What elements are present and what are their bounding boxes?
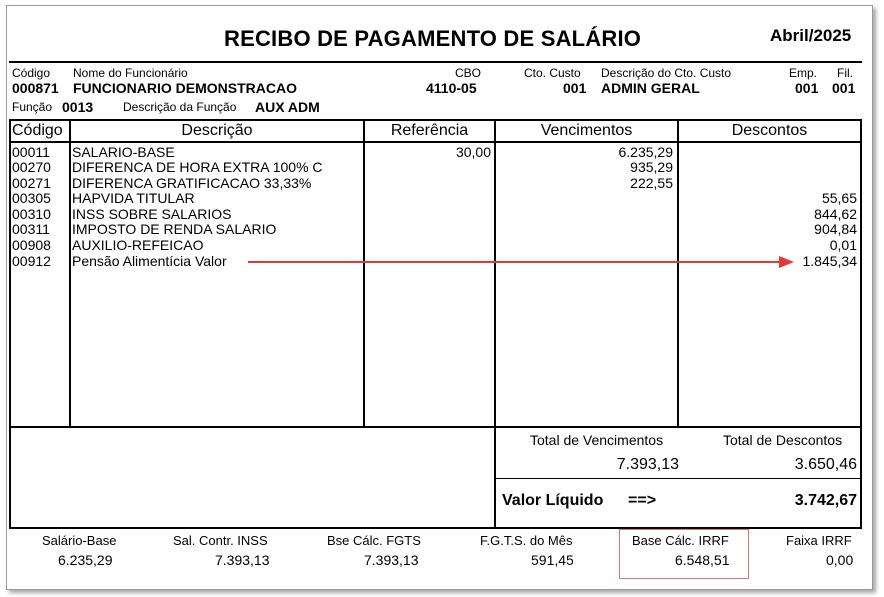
row-deductions: 844,62 — [814, 206, 857, 222]
employee-code: 000871 — [12, 80, 59, 96]
irrf-band-value: 0,00 — [826, 552, 854, 568]
row-earnings: 222,55 — [630, 175, 673, 191]
employee-name: FUNCIONARIO DEMONSTRACAO — [73, 80, 297, 96]
row-deductions: 0,01 — [829, 237, 857, 253]
row-code: 00271 — [12, 175, 51, 191]
base-salary-value: 6.235,29 — [58, 552, 113, 568]
function-code: 0013 — [62, 99, 94, 115]
inss-label: Sal. Contr. INSS — [173, 533, 268, 548]
row-code: 00908 — [12, 237, 51, 253]
fgts-month-value: 591,45 — [531, 552, 574, 568]
net-value-label: Valor Líquido — [502, 492, 604, 509]
col-header-code: Código — [12, 122, 63, 139]
col-header-description: Descrição — [181, 122, 253, 139]
irrf-base-label: Base Cálc. IRRF — [632, 533, 729, 548]
row-reference: 30,00 — [455, 144, 491, 160]
row-description: AUXILIO-REFEICAO — [72, 237, 204, 253]
row-code: 00311 — [12, 221, 50, 237]
total-earnings-value: 7.393,13 — [616, 456, 679, 473]
cbo-value: 4110-05 — [426, 80, 477, 96]
irrf-base-value: 6.548,51 — [675, 552, 730, 568]
base-salary-label: Salário-Base — [42, 533, 117, 548]
row-description: DIFERENCA DE HORA EXTRA 100% C — [72, 159, 323, 175]
cost-center-desc-value: ADMIN GERAL — [601, 80, 700, 96]
branch-value: 001 — [832, 80, 856, 96]
cbo-label: CBO — [455, 66, 482, 80]
col-header-reference: Referência — [390, 122, 469, 139]
row-earnings: 6.235,29 — [618, 144, 673, 160]
emp-label: Emp. — [789, 66, 818, 80]
total-deductions-label: Total de Descontos — [723, 432, 843, 448]
code-label: Código — [12, 66, 51, 80]
fgts-base-value: 7.393,13 — [364, 552, 419, 568]
col-header-deductions: Descontos — [731, 122, 808, 139]
fgts-month-label: F.G.T.S. do Mês — [480, 533, 573, 548]
employee-name-label: Nome do Funcionário — [73, 66, 188, 80]
irrf-band-label: Faixa IRRF — [786, 533, 852, 548]
function-desc-label: Descrição da Função — [123, 100, 237, 114]
totals-right-border — [860, 426, 862, 529]
row-code: 00912 — [12, 253, 51, 269]
row-deductions: 1.845,34 — [802, 253, 857, 269]
row-deductions: 55,65 — [821, 190, 857, 206]
totals-left-divider — [494, 426, 496, 528]
cost-center-value: 001 — [563, 80, 587, 96]
row-deductions: 904,84 — [814, 221, 857, 237]
row-description: DIFERENCA GRATIFICACAO 33,33% — [72, 175, 312, 191]
document-title: RECIBO DE PAGAMENTO DE SALÁRIO — [224, 26, 642, 51]
totals-left-border — [9, 426, 11, 529]
col-header-earnings: Vencimentos — [540, 122, 633, 139]
row-earnings: 935,29 — [630, 159, 673, 175]
row-code: 00305 — [12, 190, 51, 206]
row-code: 00011 — [12, 144, 50, 160]
row-description: SALARIO-BASE — [72, 144, 175, 160]
net-value-arrow: ==> — [628, 492, 657, 509]
row-code: 00310 — [12, 206, 51, 222]
cost-center-desc-label: Descrição do Cto. Custo — [601, 66, 732, 80]
emp-value: 001 — [795, 80, 819, 96]
branch-label: Fil. — [837, 66, 853, 80]
net-value: 3.742,67 — [794, 492, 857, 509]
row-description: IMPOSTO DE RENDA SALARIO — [72, 221, 277, 237]
total-deductions-value: 3.650,46 — [794, 456, 857, 473]
period-label: Abril/2025 — [770, 26, 852, 45]
function-desc: AUX ADM — [255, 99, 320, 115]
fgts-base-label: Bse Cálc. FGTS — [327, 533, 421, 548]
function-label: Função — [12, 100, 53, 114]
row-description: HAPVIDA TITULAR — [72, 190, 195, 206]
row-description: Pensão Alimentícia Valor — [72, 253, 227, 269]
total-earnings-label: Total de Vencimentos — [530, 432, 664, 448]
totals-separator — [494, 478, 862, 479]
row-code: 00270 — [12, 159, 51, 175]
cost-center-label: Cto. Custo — [524, 66, 581, 80]
inss-value: 7.393,13 — [215, 552, 270, 568]
row-description: INSS SOBRE SALARIOS — [72, 206, 232, 222]
irrf-highlight-box — [619, 529, 749, 579]
